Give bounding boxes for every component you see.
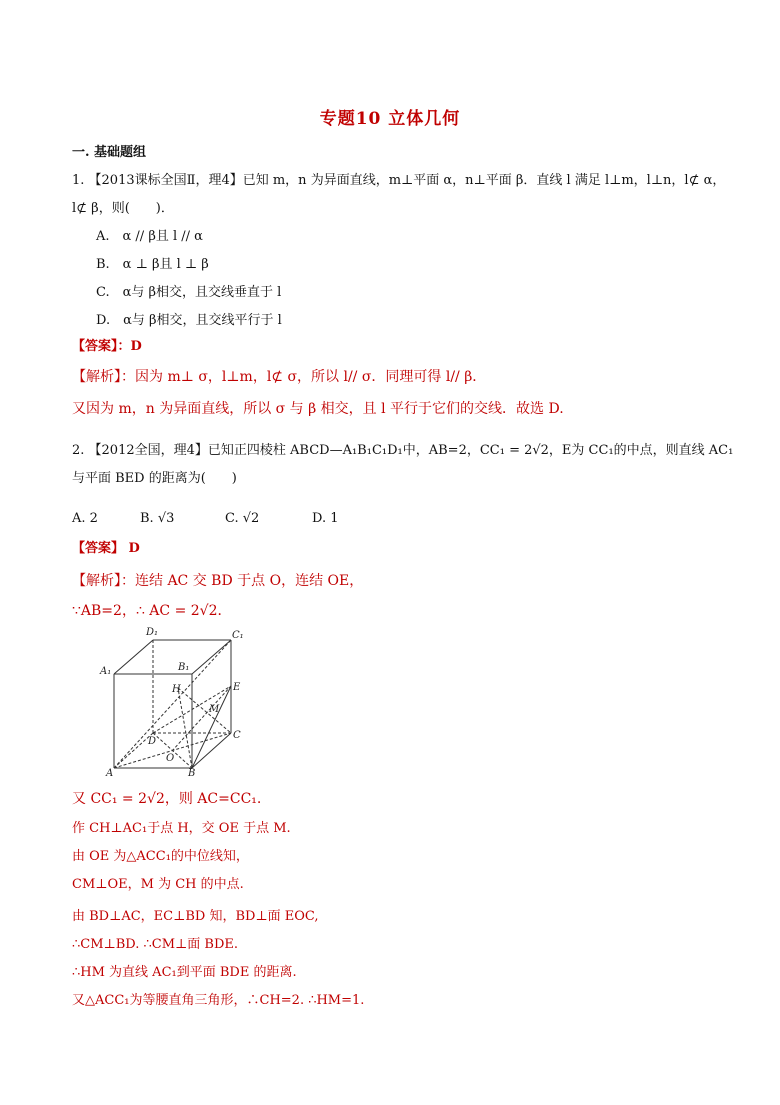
- section-heading: 一. 基础题组: [72, 145, 147, 160]
- label-c: C: [233, 730, 241, 741]
- q2-option-c: C. √2: [225, 511, 260, 526]
- q2-analysis-line5: 由 OE 为△ACC₁的中位线知，: [72, 849, 249, 864]
- q1-option-d: D. α与 β相交，且交线平行于 l: [96, 313, 282, 328]
- q2-analysis-line1: 【解析】：连结 AC 交 BD 于点 O，连结 OE，: [72, 573, 364, 589]
- q2-analysis-line2: ∵AB=2，∴ AC = 2√2．: [72, 603, 232, 619]
- page-title: 专题10 立体几何: [319, 109, 461, 129]
- q2-analysis-line9: ∴HM 为直线 AC₁到平面 BDE 的距离.: [72, 965, 297, 980]
- q1-answer: 【答案】：D: [72, 339, 142, 354]
- q2-option-b: B. √3: [140, 511, 175, 526]
- label-d: D: [148, 736, 157, 747]
- label-e: E: [233, 682, 241, 693]
- q2-analysis-line4: 作 CH⊥AC₁于点 H，交 OE 于点 M.: [72, 821, 291, 836]
- q1-analysis-line1: 【解析】：因为 m⊥ σ，l⊥m，l⊄ σ，所以 l// σ．同理可得 l// β．: [72, 369, 487, 385]
- q1-stem-line2: l⊄ β，则( )．: [72, 201, 174, 216]
- q1-option-a: A. α // β且 l // α: [96, 229, 203, 244]
- label-a1: A₁: [100, 666, 112, 677]
- label-o: O: [166, 753, 175, 764]
- label-a: A: [106, 768, 114, 776]
- label-h: H: [172, 684, 181, 695]
- q2-analysis-line7: 由 BD⊥AC，EC⊥BD 知，BD⊥面 EOC,: [72, 909, 319, 924]
- q2-option-d: D. 1: [312, 511, 339, 526]
- q2-analysis-line6: CM⊥OE，M 为 CH 的中点.: [72, 877, 244, 892]
- q2-analysis-line10: 又△ACC₁为等腰直角三角形，∴CH=2. ∴HM=1.: [72, 993, 365, 1008]
- label-b: B: [188, 768, 196, 776]
- q2-analysis-line3: 又 CC₁ = 2√2，则 AC=CC₁.: [72, 791, 262, 807]
- prism-figure: [96, 626, 256, 776]
- q1-option-c: C. α与 β相交，且交线垂直于 l: [96, 285, 282, 300]
- q2-analysis-line8: ∴CM⊥BD. ∴CM⊥面 BDE.: [72, 937, 239, 952]
- q2-answer: 【答案】 D: [72, 541, 140, 556]
- q1-option-b: B. α ⊥ β且 l ⊥ β: [96, 257, 209, 272]
- q1-analysis-line2: 又因为 m，n 为异面直线，所以 σ 与 β 相交，且 l 平行于它们的交线．故选 D.: [72, 401, 564, 417]
- label-b1: B₁: [178, 662, 190, 673]
- label-m: M: [209, 704, 220, 715]
- q2-option-a: A. 2: [72, 511, 98, 526]
- label-c1: C₁: [232, 630, 244, 641]
- q2-stem-line1: 2. 【2012全国，理4】已知正四棱柱 ABCD—A₁B₁C₁D₁中，AB=2，CC₁ = 2√2，E为 CC₁的中点，则直线 AC₁: [72, 443, 734, 458]
- label-d1: D₁: [146, 627, 159, 638]
- q2-stem-line2: 与平面 BED 的距离为( ): [72, 471, 237, 486]
- q1-stem-line1: 1. 【2013课标全国Ⅱ，理4】已知 m，n 为异面直线，m⊥平面 α，n⊥平面 β．直线 l 满足 l⊥m，l⊥n，l⊄ α，: [72, 173, 726, 188]
